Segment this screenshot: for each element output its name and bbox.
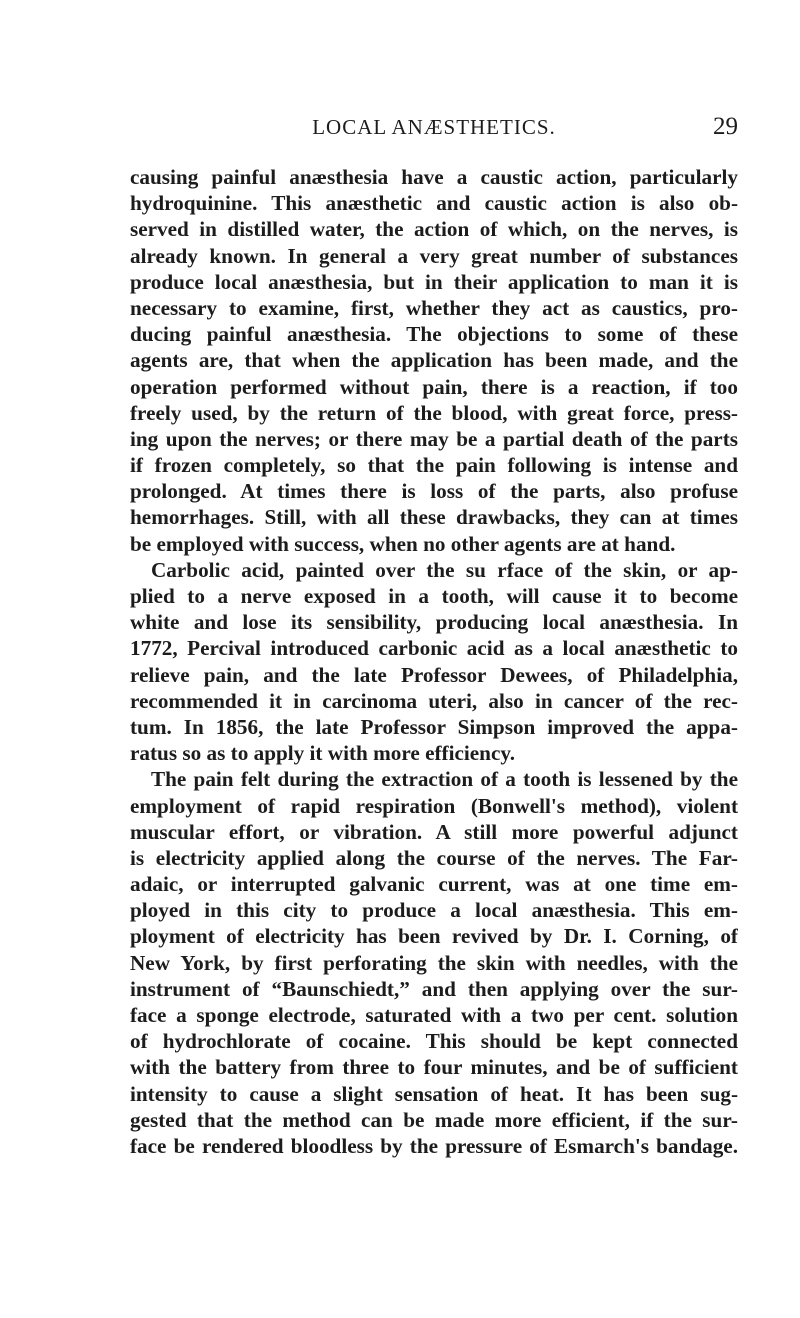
text-line: face a sponge electrode, saturated with a two per cent. solution (130, 1003, 738, 1027)
running-head (130, 112, 738, 142)
text-line: ing upon the nerves; or there may be a partial death of the parts (130, 426, 738, 451)
text-line: ployed in this city to produce a local anæsthesia. This em- (130, 898, 738, 923)
text-line: agents are, that when the application has been made, and the (130, 348, 738, 373)
text-line: of hydrochlorate of cocaine. This should be kept connected (130, 1029, 738, 1054)
text-line: ployment of electricity has been revived by Dr. I. Corning, of (130, 924, 738, 949)
text-line: necessary to examine, first, whether they act as caustics, pro- (130, 295, 738, 320)
text-line: be employed with success, when no other agents are at hand. (130, 531, 676, 556)
text-line: adaic, or interrupted galvanic current, was at one time em- (130, 872, 738, 897)
text-line: prolonged. At times there is loss of the parts, also profuse (130, 479, 738, 504)
text-line: tum. In 1856, the late Professor Simpson improved the appa- (130, 714, 738, 739)
text-line: causing painful anæsthesia have a caustic action, particularly (130, 165, 738, 189)
text-line: if frozen completely, so that the pain following is intense and (130, 453, 738, 478)
text-line: produce local anæsthesia, but in their application to man it is (130, 269, 738, 294)
text-line: already known. In general a very great number of substances (130, 243, 738, 268)
text-line: white and lose its sensibility, producing local anæsthesia. In (130, 610, 738, 635)
page-number: 29 (713, 113, 738, 140)
text-line: New York, by first perforating the skin with needles, with the (130, 950, 738, 975)
running-title: LOCAL ANÆSTHETICS. (312, 115, 556, 139)
text-line: hydroquinine. This anæsthetic and caustic action is also ob- (130, 191, 738, 216)
text-line: relieve pain, and the late Professor Dewees, of Philadelphia, (130, 662, 738, 687)
text-line: face be rendered bloodless by the pressure of Esmarch's bandage. (130, 1133, 738, 1158)
paragraph-start-line: Carbolic acid, painted over the su rface of the skin, or ap- (151, 557, 738, 582)
body-text (130, 164, 738, 1159)
text-line: served in distilled water, the action of which, on the nerves, is (130, 217, 738, 242)
text-line: freely used, by the return of the blood, with great force, press- (130, 400, 738, 425)
paragraph-start-line: The pain felt during the extraction of a tooth is lessened by the (151, 767, 738, 792)
text-line: recommended it in carcinoma uteri, also in cancer of the rec- (130, 688, 738, 713)
text-line: instrument of “Baunschiedt,” and then applying over the sur- (130, 976, 738, 1001)
text-line: with the battery from three to four minutes, and be of sufficient (130, 1055, 738, 1080)
text-line: muscular effort, or vibration. A still more powerful adjunct (130, 819, 738, 844)
text-line: hemorrhages. Still, with all these drawbacks, they can at times (130, 505, 738, 530)
text-line: is electricity applied along the course of the nerves. The Far- (130, 845, 738, 870)
text-line: operation performed without pain, there is a reaction, if too (130, 374, 738, 399)
text-line: ducing painful anæsthesia. The objections to some of these (130, 322, 738, 347)
text-line: employment of rapid respiration (Bonwell's method), violent (130, 793, 738, 818)
text-line: intensity to cause a slight sensation of heat. It has been sug- (130, 1081, 738, 1106)
text-line: gested that the method can be made more efficient, if the sur- (130, 1107, 738, 1132)
text-line: plied to a nerve exposed in a tooth, will cause it to become (130, 584, 738, 608)
text-line: ratus so as to apply it with more efficiency. (130, 741, 516, 766)
text-line: 1772, Percival introduced carbonic acid as a local anæsthetic to (130, 636, 738, 661)
